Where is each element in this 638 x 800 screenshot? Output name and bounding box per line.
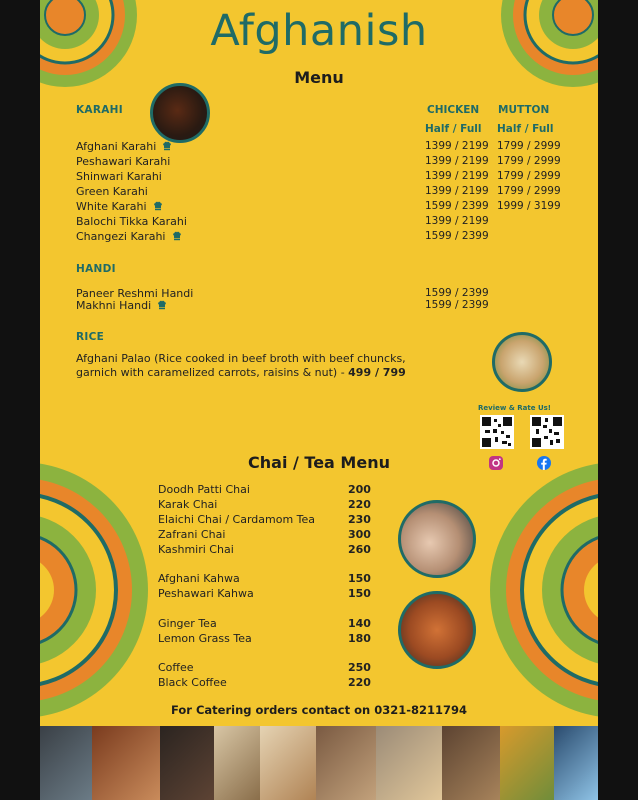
- tea-item-price: 260: [348, 543, 371, 556]
- food-photo-10: [554, 726, 598, 800]
- tea-item-name: Coffee: [158, 661, 194, 674]
- karahi-item-name: Shinwari Karahi: [76, 170, 162, 183]
- food-photo-8: [442, 726, 500, 800]
- food-photo-2: [92, 726, 160, 800]
- karahi-chicken-price: 1399 / 2199: [425, 185, 489, 197]
- karahi-mutton-price: 1799 / 2999: [497, 170, 561, 182]
- karahi-mutton-price: 1799 / 2999: [497, 140, 561, 152]
- food-photo-strip: [40, 726, 598, 800]
- handi-item-name: Makhni Handi: [76, 299, 152, 312]
- review-label: Review & Rate Us!: [478, 404, 551, 412]
- food-photo-4: [214, 726, 260, 800]
- karahi-item-name: Balochi Tikka Karahi: [76, 215, 187, 228]
- mandala-bottom-right: [488, 460, 598, 720]
- instagram-qr-code[interactable]: [480, 415, 514, 449]
- tea-item-name: Black Coffee: [158, 676, 227, 689]
- karahi-item-name: Green Karahi: [76, 185, 148, 198]
- tea-item-price: 220: [348, 498, 371, 511]
- karahi-chicken-price: 1399 / 2199: [425, 155, 489, 167]
- food-photo-1: [40, 726, 92, 800]
- tea-item-price: 140: [348, 617, 371, 630]
- tea-item-name: Peshawari Kahwa: [158, 587, 254, 600]
- karahi-item-name: Afghani Karahi: [76, 140, 157, 153]
- left-margin: [0, 0, 40, 800]
- tea-pour-photo: [398, 591, 476, 669]
- tea-item-name: Kashmiri Chai: [158, 543, 234, 556]
- brand-title: Afghanish: [210, 6, 428, 56]
- menu-page: [40, 0, 598, 800]
- handi-heading: HANDI: [76, 263, 116, 275]
- karahi-chicken-price: 1399 / 2199: [425, 140, 489, 152]
- tea-item-name: Doodh Patti Chai: [158, 483, 250, 496]
- karahi-chicken-price: 1399 / 2199: [425, 215, 489, 227]
- chef-special-icon: [157, 300, 167, 310]
- karahi-item: [76, 140, 172, 153]
- mutton-half-full: Half / Full: [497, 123, 554, 135]
- chicken-half-full: Half / Full: [425, 123, 482, 135]
- chai-cups-photo: [398, 500, 476, 578]
- tea-item-price: 200: [348, 483, 371, 496]
- handi-item: [76, 299, 167, 312]
- right-margin: [598, 0, 638, 800]
- karahi-mutton-price: 1799 / 2999: [497, 185, 561, 197]
- karahi-dish-photo: [150, 83, 210, 143]
- karahi-chicken-price: 1599 / 2399: [425, 200, 489, 212]
- tea-item-price: 230: [348, 513, 371, 526]
- food-photo-6: [316, 726, 376, 800]
- chef-special-icon: [172, 231, 182, 241]
- karahi-item-name: Changezi Karahi: [76, 230, 166, 243]
- food-photo-3: [160, 726, 214, 800]
- food-photo-7: [376, 726, 442, 800]
- tea-item-name: Ginger Tea: [158, 617, 217, 630]
- handi-item-name: Paneer Reshmi Handi: [76, 287, 194, 300]
- rice-desc-line1: Afghani Palao (Rice cooked in beef broth with beef chuncks,: [76, 352, 406, 365]
- tea-item-price: 300: [348, 528, 371, 541]
- menu-title: Menu: [294, 68, 344, 87]
- chef-special-icon: [153, 201, 163, 211]
- karahi-item: [76, 170, 162, 183]
- rice-desc-line2: garnich with caramelized carrots, raisins & nut) - 499 / 799: [76, 366, 406, 379]
- chef-special-icon: [162, 141, 172, 151]
- karahi-item: [76, 200, 163, 213]
- tea-item-name: Zafrani Chai: [158, 528, 226, 541]
- mandala-bottom-left: [40, 460, 150, 720]
- food-photo-9: [500, 726, 554, 800]
- karahi-mutton-price: 1799 / 2999: [497, 155, 561, 167]
- karahi-item: [76, 215, 187, 228]
- tea-item-name: Elaichi Chai / Cardamom Tea: [158, 513, 316, 526]
- food-photo-5: [260, 726, 316, 800]
- karahi-item: [76, 185, 148, 198]
- tea-item-name: Karak Chai: [158, 498, 218, 511]
- karahi-item-name: White Karahi: [76, 200, 147, 213]
- facebook-qr-code[interactable]: [530, 415, 564, 449]
- tea-item-price: 180: [348, 632, 371, 645]
- tea-item-price: 250: [348, 661, 371, 674]
- karahi-item-name: Peshawari Karahi: [76, 155, 171, 168]
- tea-menu-title: Chai / Tea Menu: [248, 453, 390, 472]
- mutton-heading: MUTTON: [498, 104, 550, 116]
- tea-item-price: 150: [348, 572, 371, 585]
- karahi-mutton-price: 1999 / 3199: [497, 200, 561, 212]
- handi-price: 1599 / 2399: [425, 287, 489, 299]
- karahi-chicken-price: 1599 / 2399: [425, 230, 489, 242]
- karahi-chicken-price: 1399 / 2199: [425, 170, 489, 182]
- rice-dish-photo: [492, 332, 552, 392]
- karahi-item: [76, 155, 170, 168]
- karahi-heading: KARAHI: [76, 104, 123, 116]
- tea-item-name: Afghani Kahwa: [158, 572, 240, 585]
- karahi-item: [76, 230, 182, 243]
- handi-price: 1599 / 2399: [425, 299, 489, 311]
- chicken-heading: CHICKEN: [427, 104, 480, 116]
- tea-item-name: Lemon Grass Tea: [158, 632, 252, 645]
- tea-item-price: 220: [348, 676, 371, 689]
- rice-price: 499 / 799: [348, 366, 406, 379]
- tea-item-price: 150: [348, 587, 371, 600]
- catering-contact: For Catering orders contact on 0321-8211794: [171, 703, 467, 717]
- rice-heading: RICE: [76, 331, 105, 343]
